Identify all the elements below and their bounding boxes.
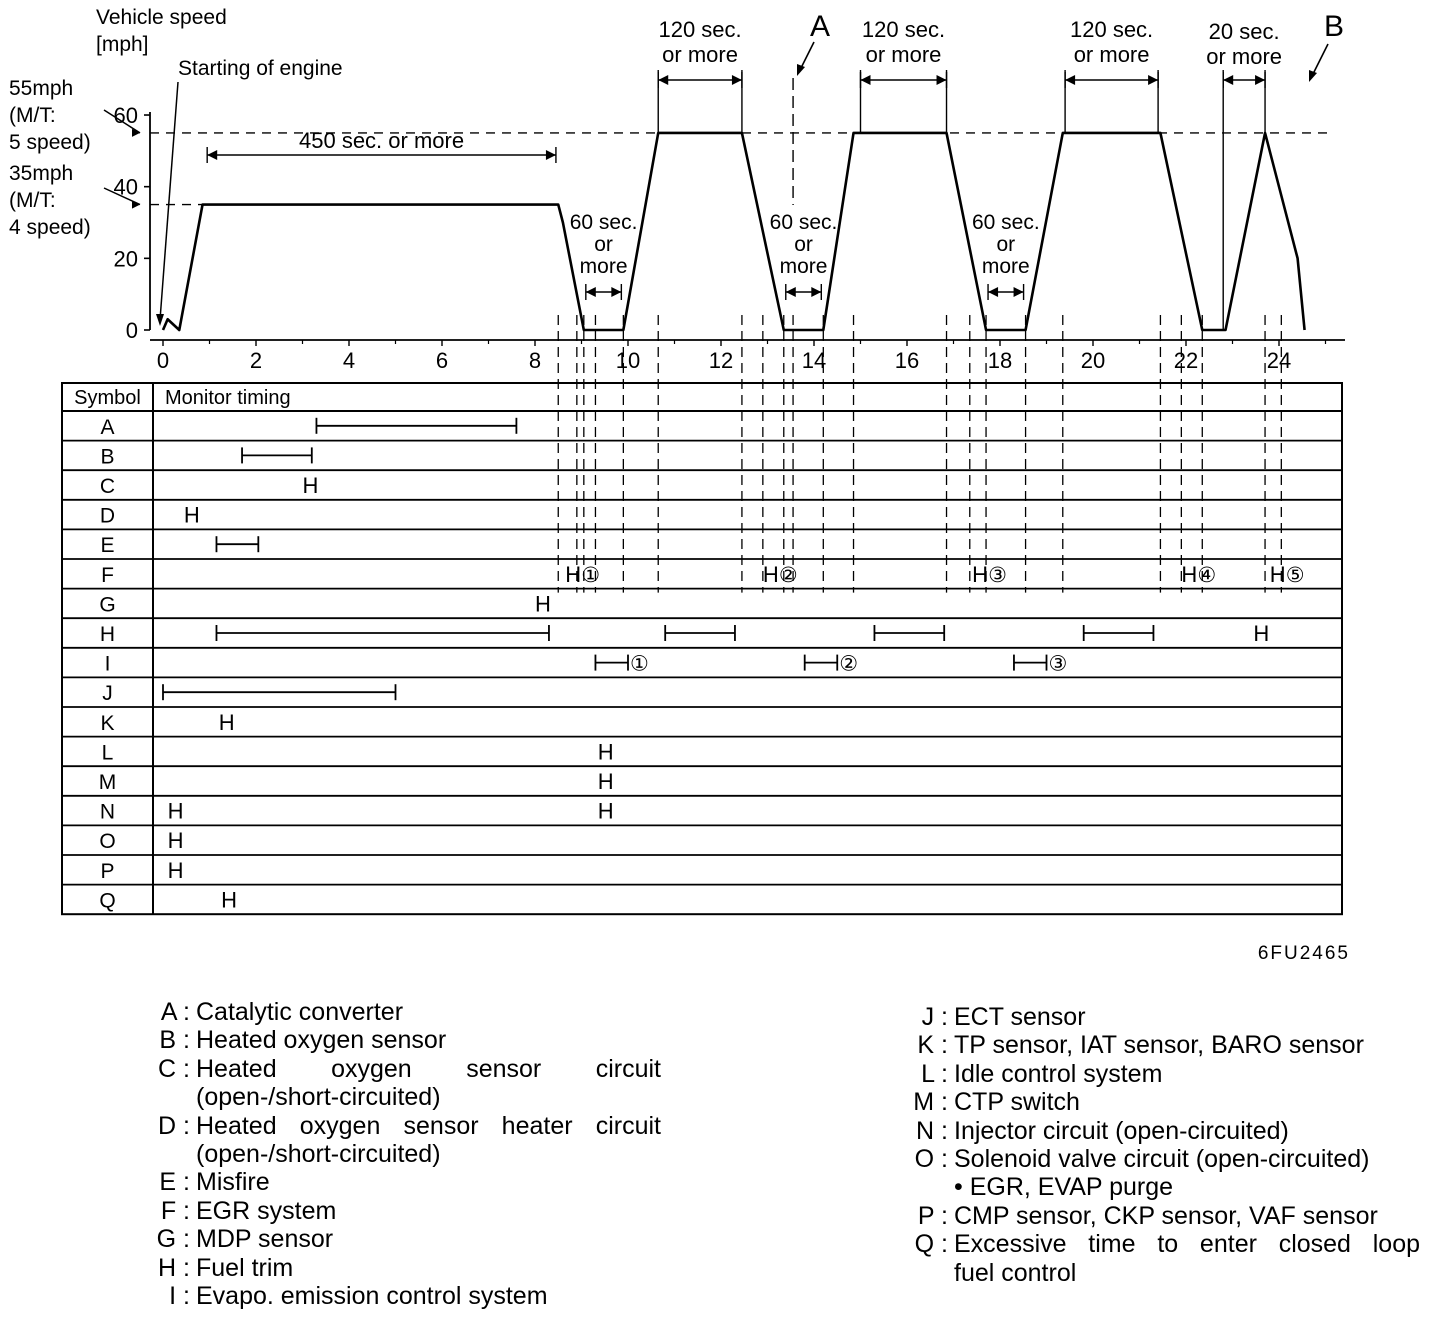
- table-header-timing: Monitor timing: [165, 387, 291, 409]
- table-symbol-Q: Q: [99, 889, 116, 913]
- legend-key: P :: [917, 1201, 948, 1230]
- x-tick-label: 14: [801, 348, 827, 373]
- table-symbol-M: M: [98, 771, 117, 794]
- legend-left: [148, 998, 661, 1310]
- marker-label-35mph: 35mph (M/T: 4 speed): [9, 162, 91, 239]
- timing-note: ②: [778, 563, 798, 587]
- table-symbol-O: O: [99, 830, 116, 854]
- span-120-sec-2: [861, 72, 947, 88]
- legend-text: CMP sensor, CKP sensor, VAF sensor: [954, 1201, 1378, 1230]
- table-symbol-C: C: [99, 475, 116, 498]
- table-symbol-D: D: [99, 504, 116, 528]
- legend-text: TP sensor, IAT sensor, BARO sensor: [954, 1031, 1364, 1060]
- legend-key: H :: [158, 1253, 190, 1282]
- y-tick-label: 60: [113, 103, 138, 129]
- span-60-sec-3: [988, 284, 1024, 300]
- legend-row: [900, 1230, 1420, 1258]
- legend-row: [148, 1083, 661, 1111]
- timing-note: ①: [581, 563, 601, 587]
- point-b-arrowhead: [1309, 70, 1317, 82]
- starting-arrow: [160, 82, 178, 320]
- annotation-450-sec: 450 sec. or more: [299, 128, 465, 153]
- arrowhead-left: [207, 150, 217, 160]
- legend-key: Q :: [914, 1230, 948, 1259]
- legend-key: [900, 1259, 954, 1287]
- legend-text: Evapo. emission control system: [196, 1282, 548, 1311]
- marker-label-55mph: 55mph (M/T: 5 speed): [9, 77, 91, 154]
- legend-row: [900, 1088, 1420, 1116]
- arrowhead-left: [586, 287, 596, 297]
- timing-point-P: H: [167, 857, 184, 883]
- legend-text: Injector circuit (open-circuited): [954, 1116, 1289, 1145]
- y-tick-label: 0: [125, 318, 138, 343]
- table-symbol-P: P: [100, 859, 115, 883]
- legend-row: [148, 1254, 661, 1282]
- x-tick-label: 12: [708, 348, 734, 373]
- legend-row: [900, 1259, 1420, 1287]
- table-symbol-H: H: [99, 623, 116, 646]
- span-60-sec-1: [586, 284, 622, 300]
- legend-key: L :: [921, 1059, 948, 1088]
- annotation-60-sec: 60 sec. or more: [769, 211, 838, 278]
- timing-point-F: H: [1269, 561, 1286, 587]
- y-tick-label: 40: [113, 174, 138, 200]
- legend-row: [148, 1225, 661, 1253]
- legend-text: Solenoid valve circuit (open-circuited): [954, 1145, 1370, 1174]
- arrowhead-right: [937, 75, 947, 85]
- x-tick-label: 8: [528, 348, 542, 373]
- legend-text: EGR system: [196, 1196, 337, 1225]
- annotation-60-sec: 60 sec. or more: [569, 211, 638, 278]
- table-symbol-B: B: [100, 445, 115, 469]
- monitor-timing-table: [62, 383, 1350, 960]
- table-symbol-G: G: [99, 593, 116, 617]
- legend-text: • EGR, EVAP purge: [954, 1173, 1174, 1202]
- table-symbol-E: E: [100, 534, 115, 558]
- table-symbol-F: F: [101, 563, 114, 587]
- annotation-starting-of-engine: Starting of engine: [178, 57, 343, 80]
- timing-point-F: H: [1181, 561, 1198, 587]
- legend-key: G :: [156, 1225, 190, 1254]
- legend-key: J :: [921, 1003, 948, 1031]
- timing-note: ⑤: [1285, 563, 1305, 587]
- annotation-120-sec: 120 sec. or more: [658, 17, 742, 67]
- timing-point-Q: H: [221, 887, 238, 913]
- timing-point-G: H: [535, 591, 551, 617]
- timing-note: ③: [988, 563, 1007, 587]
- arrowhead-left: [861, 75, 871, 85]
- marker-arrowhead-35: [132, 201, 140, 209]
- legend-text: fuel control: [954, 1258, 1077, 1287]
- legend-row: [900, 1173, 1420, 1201]
- timing-point-L: H: [597, 739, 614, 765]
- legend-row: [900, 1202, 1420, 1230]
- point-a-label: A: [809, 10, 831, 43]
- timing-point-M: H: [597, 769, 614, 794]
- legend-key: C :: [158, 1054, 190, 1083]
- x-tick-label: 20: [1080, 348, 1106, 373]
- legend-row: [148, 1168, 661, 1196]
- timing-note: ①: [630, 652, 649, 676]
- table-symbol-L: L: [101, 741, 114, 765]
- legend-row: [900, 1031, 1420, 1059]
- legend-key: O :: [914, 1145, 948, 1174]
- y-tick-label: 20: [113, 246, 138, 272]
- timing-point-N: H: [167, 798, 184, 824]
- figure-code: 6FU2465: [1257, 943, 1350, 960]
- x-tick-label: 4: [342, 348, 356, 373]
- timing-point-N: H: [597, 798, 614, 824]
- legend-key: B :: [159, 1026, 190, 1055]
- timing-point-F: H: [565, 561, 582, 587]
- legend-text: Heated oxygen sensor circuit: [196, 1054, 661, 1083]
- legend-text: Catalytic converter: [196, 998, 404, 1026]
- legend-row: [148, 1026, 661, 1054]
- x-tick-label: 18: [987, 348, 1013, 373]
- timing-point-F: H: [972, 561, 988, 587]
- legend-text: (open-/short-circuited): [196, 1140, 441, 1169]
- arrowhead-right: [1255, 75, 1265, 85]
- x-tick-label: 22: [1173, 348, 1199, 373]
- timing-point-K: H: [218, 709, 235, 735]
- arrowhead-right: [546, 150, 556, 160]
- timing-point-H: H: [1253, 621, 1270, 646]
- legend-text: Misfire: [196, 1168, 270, 1197]
- x-tick-label: 2: [249, 348, 263, 373]
- legend-row: [148, 998, 661, 1026]
- timing-guide-lines: [150, 133, 1330, 593]
- legend-row: [900, 1003, 1420, 1031]
- table-symbol-J: J: [102, 682, 113, 706]
- legend-key: [148, 1140, 196, 1168]
- timing-point-O: H: [167, 828, 184, 854]
- arrowhead-right: [732, 75, 742, 85]
- legend-key: I :: [169, 1282, 190, 1311]
- y-axis-label: Vehicle speed [mph]: [96, 6, 227, 56]
- legend-key: D :: [158, 1111, 190, 1140]
- timing-note: ②: [839, 652, 859, 676]
- table-header-symbol: Symbol: [74, 387, 141, 409]
- legend-text: Fuel trim: [196, 1253, 294, 1282]
- annotation-20-sec: 20 sec. or more: [1206, 19, 1283, 69]
- table-symbol-A: A: [100, 415, 115, 439]
- timing-point-F: H: [762, 561, 779, 587]
- legend-text: Heated oxygen sensor heater circuit: [196, 1111, 661, 1140]
- arrowhead-left: [786, 287, 796, 297]
- x-tick-label: 16: [894, 348, 920, 373]
- legend-key: A :: [160, 998, 190, 1026]
- arrowhead-right: [611, 287, 621, 297]
- arrowhead-left: [1065, 75, 1075, 85]
- x-tick-label: 0: [156, 348, 170, 373]
- point-b-arrow: [1312, 44, 1328, 76]
- legend-row: [900, 1145, 1420, 1173]
- legend-text: Idle control system: [954, 1059, 1163, 1088]
- span-20-sec: [1223, 72, 1265, 88]
- legend-row: [148, 1282, 661, 1310]
- legend-text: ECT sensor: [954, 1003, 1086, 1031]
- legend-key: N :: [916, 1116, 948, 1145]
- point-b-label: B: [1323, 10, 1345, 43]
- legend-row: [148, 1112, 661, 1140]
- x-tick-label: 10: [615, 348, 641, 373]
- annotation-120-sec: 120 sec. or more: [861, 17, 946, 67]
- span-60-sec-2: [786, 284, 822, 300]
- span-120-sec-1: [658, 72, 742, 88]
- timing-point-C: H: [302, 473, 319, 498]
- arrowhead-right: [1148, 75, 1158, 85]
- speed-line: [163, 133, 1305, 330]
- legend-row: [148, 1140, 661, 1168]
- annotation-60-sec: 60 sec. or more: [971, 211, 1040, 278]
- legend-key: F :: [160, 1196, 190, 1225]
- legend-text: Excessive time to enter closed loop: [954, 1230, 1420, 1259]
- legend-row: [900, 1117, 1420, 1145]
- timing-point-D: H: [183, 502, 200, 528]
- point-a-arrow: [800, 42, 814, 70]
- arrowhead-left: [658, 75, 668, 85]
- table-symbol-I: I: [104, 652, 111, 676]
- legend-row: [900, 1060, 1420, 1088]
- arrowhead-right: [1014, 287, 1024, 297]
- legend-text: (open-/short-circuited): [196, 1083, 441, 1112]
- timing-note: ③: [1048, 652, 1068, 676]
- legend-key: M :: [913, 1088, 948, 1117]
- legend-key: K :: [917, 1031, 948, 1060]
- annotation-120-sec: 120 sec. or more: [1070, 17, 1154, 67]
- legend-key: [148, 1083, 196, 1111]
- point-a-arrowhead: [797, 64, 805, 76]
- legend-right: [900, 1003, 1420, 1287]
- arrowhead-right: [811, 287, 821, 297]
- legend-key: [900, 1173, 954, 1201]
- speed-series: [163, 133, 1305, 330]
- starting-arrowhead: [156, 314, 164, 326]
- legend-row: [148, 1055, 661, 1083]
- span-120-sec-3: [1065, 72, 1158, 88]
- legend-row: [148, 1197, 661, 1225]
- arrowhead-left: [988, 287, 998, 297]
- table-symbol-N: N: [99, 800, 116, 824]
- legend-key: E :: [159, 1168, 190, 1197]
- timing-note: ④: [1197, 563, 1217, 587]
- legend-text: MDP sensor: [196, 1225, 334, 1254]
- x-tick-label: 24: [1266, 348, 1292, 373]
- table-symbol-K: K: [100, 711, 115, 735]
- x-tick-label: 6: [435, 348, 449, 373]
- legend-text: CTP switch: [954, 1088, 1080, 1117]
- arrowhead-left: [1223, 75, 1233, 85]
- legend-text: Heated oxygen sensor: [196, 1026, 447, 1055]
